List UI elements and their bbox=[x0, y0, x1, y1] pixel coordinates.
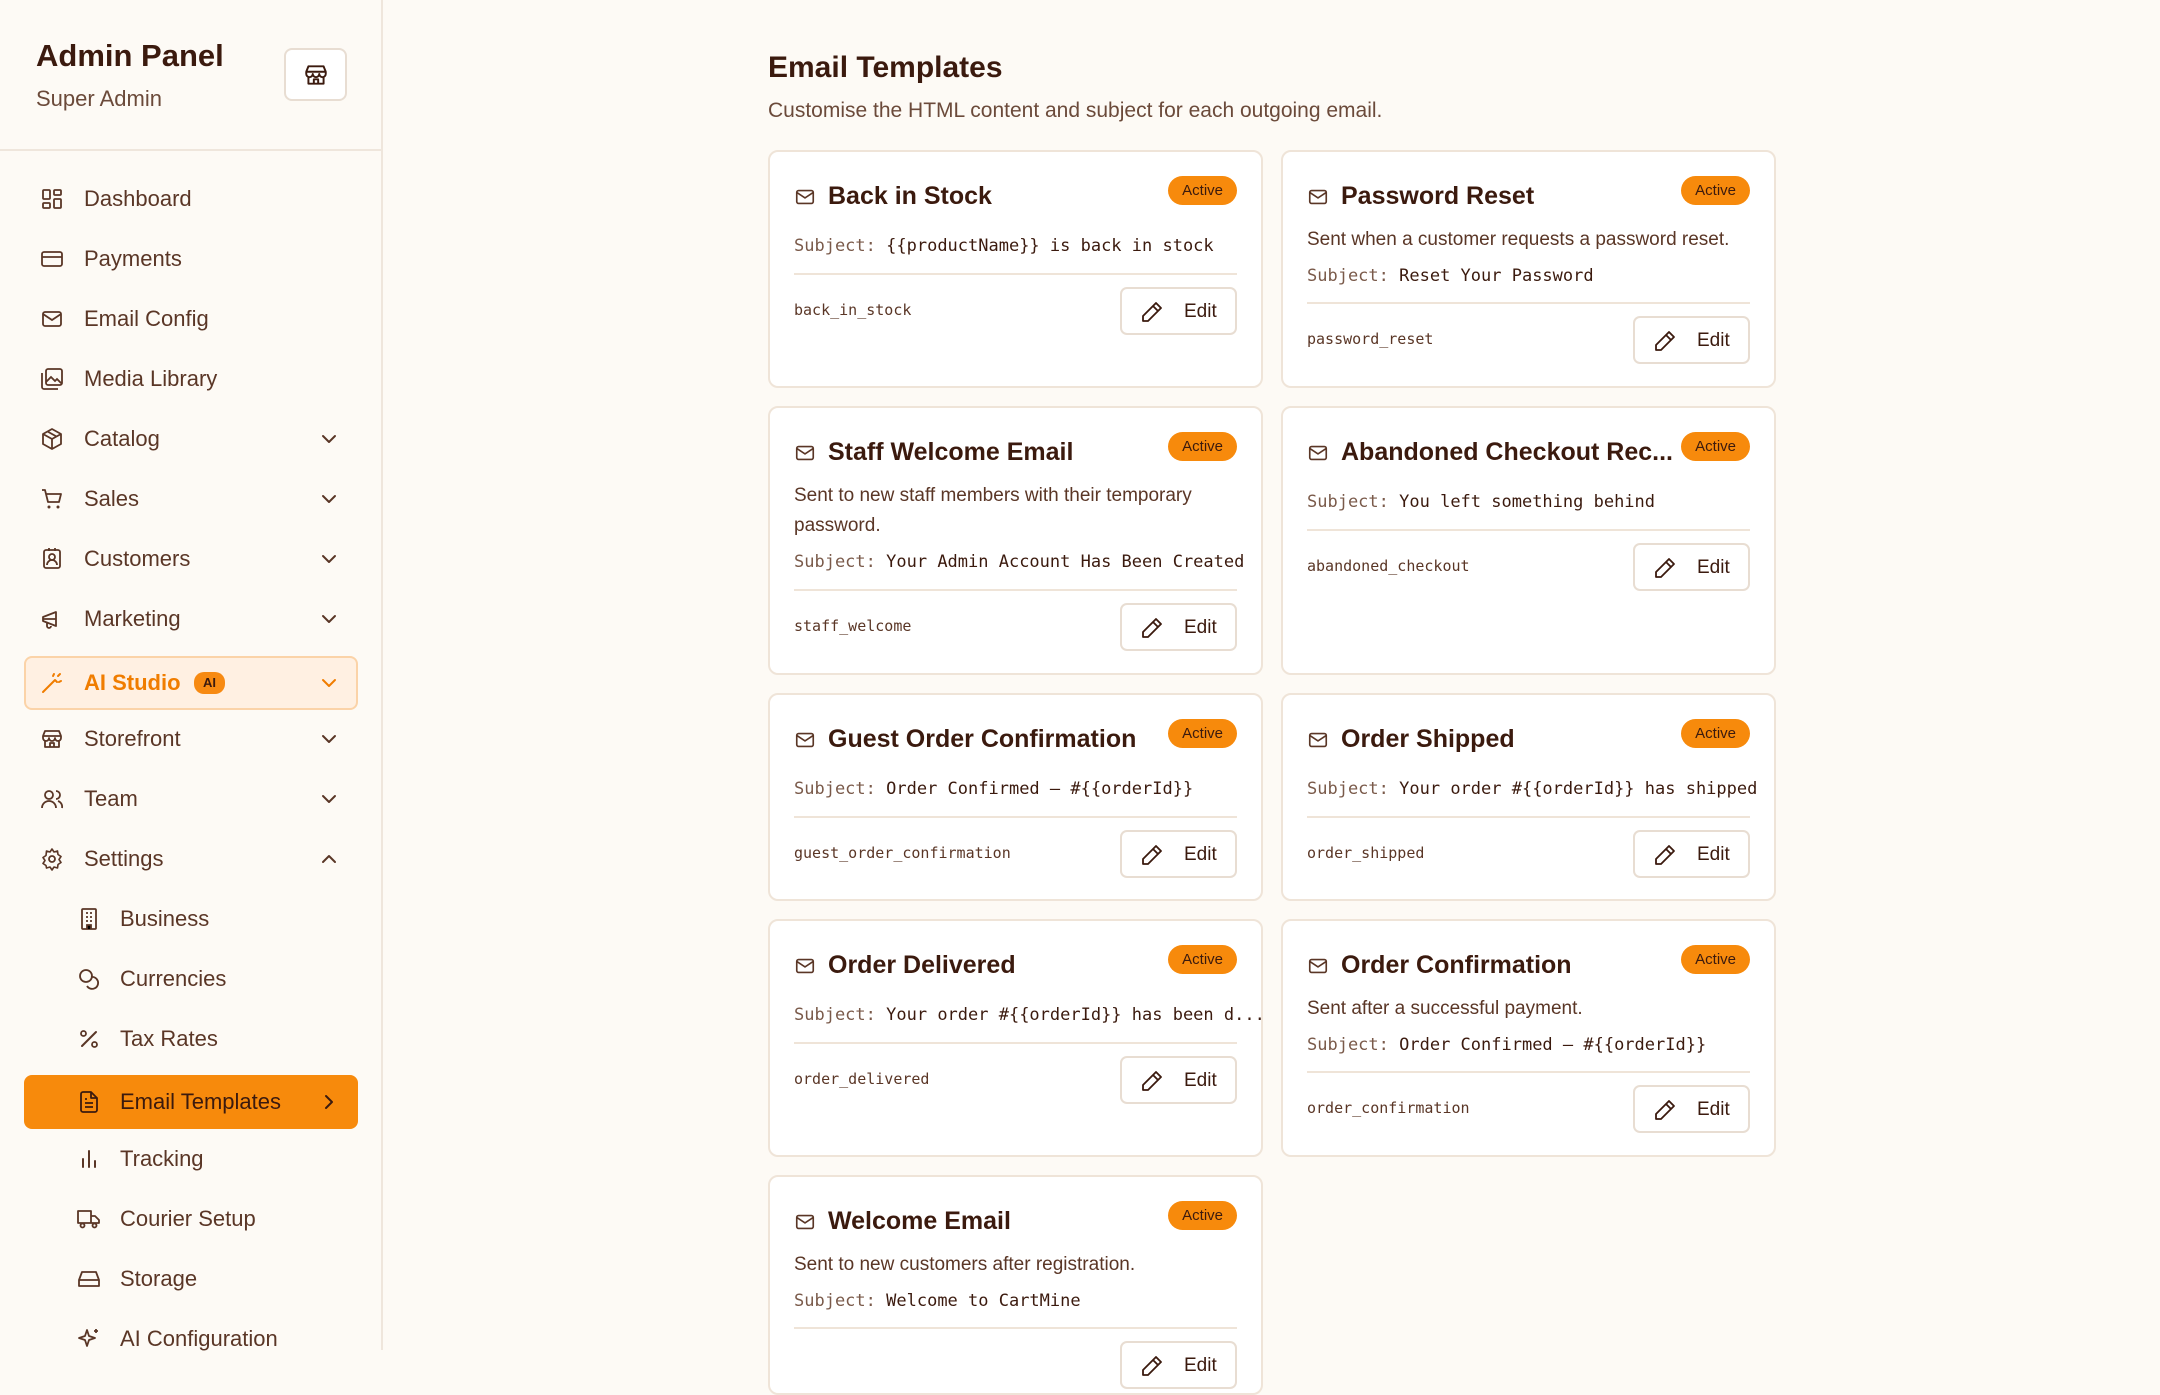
sidebar-item-label: Customers bbox=[84, 546, 191, 571]
store-icon bbox=[40, 727, 64, 751]
sidebar-item-courier-setup[interactable] bbox=[24, 1192, 358, 1246]
template-description: Sent to new staff members with their temporary password. bbox=[794, 485, 1192, 536]
sidebar-item-team[interactable] bbox=[24, 772, 358, 826]
pencil-icon bbox=[1653, 556, 1677, 580]
truck-icon bbox=[77, 1207, 101, 1231]
template-subject bbox=[794, 552, 1245, 572]
template-key: abandoned_checkout bbox=[1307, 557, 1470, 575]
sidebar-item-label: Storage bbox=[120, 1266, 198, 1291]
subject-prefix: Subject: bbox=[1307, 779, 1389, 799]
store-icon bbox=[303, 62, 329, 88]
pencil-icon bbox=[1653, 843, 1677, 867]
divider bbox=[794, 273, 1237, 275]
mail-icon bbox=[794, 729, 816, 751]
status-badge: Active bbox=[1168, 176, 1237, 205]
template-key: guest_order_confirmation bbox=[794, 844, 1011, 862]
sidebar-item-label: Settings bbox=[84, 846, 164, 871]
edit-label: Edit bbox=[1184, 617, 1217, 638]
hard-drive-icon bbox=[77, 1267, 101, 1291]
edit-button[interactable] bbox=[1633, 543, 1750, 591]
subject-prefix: Subject: bbox=[794, 779, 876, 799]
divider bbox=[794, 589, 1237, 591]
template-card-abandoned-checkout bbox=[1281, 406, 1776, 675]
sidebar-item-label: AI Configuration bbox=[120, 1326, 278, 1351]
sidebar-item-email-templates[interactable] bbox=[24, 1075, 358, 1129]
edit-label: Edit bbox=[1697, 844, 1730, 865]
edit-label: Edit bbox=[1184, 301, 1217, 322]
template-key: back_in_stock bbox=[794, 301, 912, 319]
sidebar-header bbox=[0, 0, 381, 151]
subject-value: Your order #{{orderId}} has shipped bbox=[1399, 779, 1758, 799]
sidebar-subtitle: Super Admin bbox=[36, 86, 162, 111]
subject-value: {{productName}} is back in stock bbox=[886, 236, 1214, 256]
edit-label: Edit bbox=[1184, 1070, 1217, 1091]
sidebar-item-label: Tax Rates bbox=[120, 1026, 218, 1051]
users-icon bbox=[40, 787, 64, 811]
template-name: Abandoned Checkout Rec... bbox=[1341, 438, 1673, 466]
divider bbox=[794, 1327, 1237, 1329]
status-badge: Active bbox=[1168, 945, 1237, 974]
sidebar-item-customers[interactable] bbox=[24, 532, 358, 586]
sidebar-item-label: Email Templates bbox=[120, 1089, 281, 1114]
subject-value: Your order #{{orderId}} has been d... bbox=[886, 1005, 1265, 1025]
subject-prefix: Subject: bbox=[1307, 1035, 1389, 1055]
sidebar-item-label: Storefront bbox=[84, 726, 181, 751]
divider bbox=[1307, 1071, 1750, 1073]
status-badge: Active bbox=[1168, 719, 1237, 748]
template-card-staff-welcome bbox=[768, 406, 1263, 675]
sidebar-item-label: Currencies bbox=[120, 966, 227, 991]
chevron-down-icon bbox=[317, 547, 341, 571]
edit-label: Edit bbox=[1184, 1355, 1217, 1376]
edit-button[interactable] bbox=[1120, 287, 1237, 335]
divider bbox=[794, 1042, 1237, 1044]
divider bbox=[794, 816, 1237, 818]
sidebar-item-label: Dashboard bbox=[84, 186, 192, 211]
sidebar-item-business[interactable] bbox=[24, 892, 358, 946]
mail-icon bbox=[1307, 729, 1329, 751]
sidebar-item-label: Media Library bbox=[84, 366, 218, 391]
template-description: Sent when a customer requests a password reset. bbox=[1307, 229, 1730, 250]
building-icon bbox=[77, 907, 101, 931]
sidebar-item-label: Business bbox=[120, 906, 210, 931]
percent-icon bbox=[77, 1027, 101, 1051]
sidebar-item-marketing[interactable] bbox=[24, 592, 358, 646]
bar-chart-icon bbox=[77, 1147, 101, 1171]
sidebar-item-catalog[interactable] bbox=[24, 412, 358, 466]
package-icon bbox=[40, 427, 64, 451]
sidebar-item-sales[interactable] bbox=[24, 472, 358, 526]
template-description: Sent after a successful payment. bbox=[1307, 998, 1583, 1019]
template-name: Back in Stock bbox=[828, 182, 992, 210]
subject-prefix: Subject: bbox=[794, 1005, 876, 1025]
sidebar-item-tax-rates[interactable] bbox=[24, 1012, 358, 1066]
sidebar-item-label: Team bbox=[84, 786, 138, 811]
template-subject bbox=[794, 1005, 1265, 1025]
template-key: staff_welcome bbox=[794, 617, 912, 635]
pencil-icon bbox=[1653, 329, 1677, 353]
template-name: Welcome Email bbox=[828, 1207, 1011, 1235]
subject-prefix: Subject: bbox=[1307, 492, 1389, 512]
subject-prefix: Subject: bbox=[1307, 266, 1389, 286]
subject-prefix: Subject: bbox=[794, 1291, 876, 1311]
sidebar-item-media-library[interactable] bbox=[24, 352, 358, 406]
template-name: Guest Order Confirmation bbox=[828, 725, 1137, 753]
sidebar-item-ai-studio[interactable] bbox=[24, 656, 358, 710]
pencil-icon bbox=[1140, 1069, 1164, 1093]
edit-label: Edit bbox=[1184, 844, 1217, 865]
sidebar-item-label: Sales bbox=[84, 486, 140, 511]
sidebar bbox=[0, 0, 383, 1350]
pencil-icon bbox=[1140, 843, 1164, 867]
edit-label: Edit bbox=[1697, 557, 1730, 578]
template-name: Staff Welcome Email bbox=[828, 438, 1074, 466]
template-name: Password Reset bbox=[1341, 182, 1535, 210]
sidebar-item-label: Marketing bbox=[84, 606, 181, 631]
template-card-welcome bbox=[768, 1175, 1263, 1395]
sidebar-item-dashboard[interactable] bbox=[24, 172, 358, 226]
sidebar-item-tracking[interactable] bbox=[24, 1132, 358, 1186]
divider bbox=[1307, 816, 1750, 818]
subject-value: Your Admin Account Has Been Created bbox=[886, 552, 1245, 572]
view-store-button[interactable] bbox=[284, 48, 347, 101]
template-subject bbox=[794, 779, 1237, 799]
pencil-icon bbox=[1140, 1354, 1164, 1378]
chevron-down-icon bbox=[317, 427, 341, 451]
template-subject bbox=[1307, 1035, 1750, 1055]
credit-card-icon bbox=[40, 247, 64, 271]
subject-value: Reset Your Password bbox=[1399, 266, 1594, 286]
subject-prefix: Subject: bbox=[794, 552, 876, 572]
mail-icon bbox=[794, 1211, 816, 1233]
template-subject bbox=[794, 236, 1237, 256]
status-badge: Active bbox=[1681, 719, 1750, 748]
template-card-order-delivered bbox=[768, 919, 1263, 1157]
status-badge: Active bbox=[1681, 176, 1750, 205]
sidebar-item-payments[interactable] bbox=[24, 232, 358, 286]
template-subject bbox=[1307, 779, 1758, 799]
dashboard-icon bbox=[40, 187, 64, 211]
template-key: order_delivered bbox=[794, 1070, 930, 1088]
subject-prefix: Subject: bbox=[794, 236, 876, 256]
template-subject bbox=[1307, 266, 1750, 286]
chevron-down-icon bbox=[317, 671, 341, 695]
sidebar-item-email-config[interactable] bbox=[24, 292, 358, 346]
mail-icon bbox=[794, 186, 816, 208]
sidebar-item-ai-configuration[interactable] bbox=[24, 1312, 358, 1366]
edit-button[interactable] bbox=[1120, 603, 1237, 651]
sidebar-title: Admin Panel bbox=[36, 38, 224, 73]
status-badge: Active bbox=[1168, 1201, 1237, 1230]
sparkles-icon bbox=[77, 1327, 101, 1351]
sidebar-item-label: Tracking bbox=[120, 1146, 204, 1171]
template-card-guest-order-confirmation bbox=[768, 693, 1263, 901]
template-name: Order Shipped bbox=[1341, 725, 1515, 753]
subject-value: Order Confirmed — #{{orderId}} bbox=[886, 779, 1194, 799]
magic-wand-icon bbox=[40, 671, 64, 695]
template-card-order-shipped bbox=[1281, 693, 1776, 901]
status-badge: Active bbox=[1168, 432, 1237, 461]
edit-button[interactable] bbox=[1120, 1056, 1237, 1104]
divider bbox=[1307, 302, 1750, 304]
contact-icon bbox=[40, 547, 64, 571]
edit-button[interactable] bbox=[1120, 1341, 1237, 1389]
pencil-icon bbox=[1140, 616, 1164, 640]
chevron-down-icon bbox=[317, 487, 341, 511]
template-name: Order Delivered bbox=[828, 951, 1016, 979]
status-badge: Active bbox=[1681, 945, 1750, 974]
chevron-down-icon bbox=[317, 607, 341, 631]
edit-button[interactable] bbox=[1120, 830, 1237, 878]
sidebar-item-storage[interactable] bbox=[24, 1252, 358, 1306]
mail-icon bbox=[1307, 955, 1329, 977]
status-badge: Active bbox=[1681, 432, 1750, 461]
sidebar-item-label: Courier Setup bbox=[120, 1206, 256, 1231]
subject-value: Order Confirmed — #{{orderId}} bbox=[1399, 1035, 1707, 1055]
chevron-down-icon bbox=[317, 727, 341, 751]
megaphone-icon bbox=[40, 607, 64, 631]
edit-button[interactable] bbox=[1633, 1085, 1750, 1133]
template-card-password-reset bbox=[1281, 150, 1776, 388]
sidebar-item-currencies[interactable] bbox=[24, 952, 358, 1006]
image-gallery-icon bbox=[40, 367, 64, 391]
subject-value: You left something behind bbox=[1399, 492, 1656, 512]
sidebar-item-settings[interactable] bbox=[24, 832, 358, 886]
template-description: Sent to new customers after registration. bbox=[794, 1254, 1136, 1275]
edit-label: Edit bbox=[1697, 330, 1730, 351]
template-card-back-in-stock bbox=[768, 150, 1263, 388]
edit-button[interactable] bbox=[1633, 830, 1750, 878]
mail-icon bbox=[1307, 186, 1329, 208]
edit-label: Edit bbox=[1697, 1099, 1730, 1120]
sidebar-item-label: Payments bbox=[84, 246, 182, 271]
divider bbox=[1307, 529, 1750, 531]
edit-button[interactable] bbox=[1633, 316, 1750, 364]
template-key: order_shipped bbox=[1307, 844, 1425, 862]
pencil-icon bbox=[1140, 300, 1164, 324]
page-subtitle: Customise the HTML content and subject for each outgoing email. bbox=[768, 99, 1383, 122]
template-name: Order Confirmation bbox=[1341, 951, 1572, 979]
subject-value: Welcome to CartMine bbox=[886, 1291, 1081, 1311]
sidebar-item-label: Email Config bbox=[84, 306, 209, 331]
chevron-right-icon bbox=[317, 1090, 341, 1114]
mail-icon bbox=[40, 307, 64, 331]
cart-icon bbox=[40, 487, 64, 511]
chevron-down-icon bbox=[317, 787, 341, 811]
sidebar-item-storefront[interactable] bbox=[24, 712, 358, 766]
template-key: order_confirmation bbox=[1307, 1099, 1470, 1117]
template-subject bbox=[794, 1291, 1237, 1311]
ai-badge: AI bbox=[194, 672, 225, 694]
mail-icon bbox=[794, 442, 816, 464]
pencil-icon bbox=[1653, 1098, 1677, 1122]
template-subject bbox=[1307, 492, 1750, 512]
template-key: password_reset bbox=[1307, 330, 1434, 348]
chevron-up-icon bbox=[317, 847, 341, 871]
sidebar-item-label: Catalog bbox=[84, 426, 160, 451]
gear-icon bbox=[40, 847, 64, 871]
mail-icon bbox=[794, 955, 816, 977]
coins-icon bbox=[77, 967, 101, 991]
page-title: Email Templates bbox=[768, 51, 1003, 84]
mail-icon bbox=[1307, 442, 1329, 464]
template-card-order-confirmation bbox=[1281, 919, 1776, 1157]
document-icon bbox=[77, 1090, 101, 1114]
sidebar-item-label: AI Studio bbox=[84, 670, 181, 695]
